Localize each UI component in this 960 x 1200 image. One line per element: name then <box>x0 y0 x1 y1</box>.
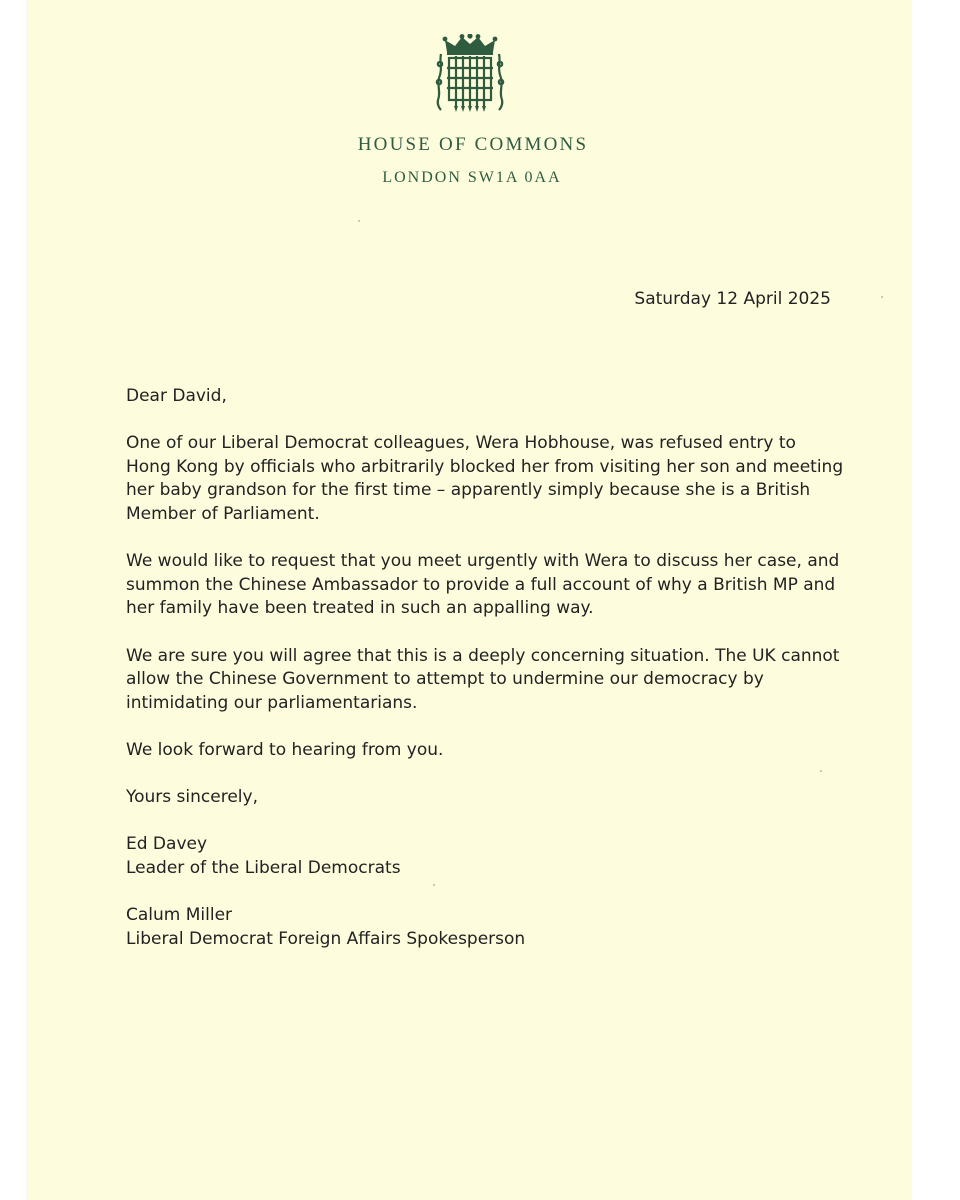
signatory-name: Calum Miller <box>126 905 233 926</box>
signatory-title: Liberal Democrat Foreign Affairs Spokesperson <box>126 928 526 949</box>
institution-name: HOUSE OF COMMONS <box>357 134 589 155</box>
closing: Yours sincerely, <box>126 787 258 808</box>
paragraph: One of our Liberal Democrat colleagues, Wera Hobhouse, was refused entry to Hong Kong by officials who arbitrarily blocked her from visiting her son and meeting her baby grandson for the first time – apparently simply because she is a British Member of Parliament. <box>126 433 844 524</box>
signatory-name: Ed Davey <box>126 834 208 855</box>
paragraph: We look forward to hearing from you. <box>126 739 444 760</box>
signatory <box>126 904 846 951</box>
letter-body <box>126 385 846 975</box>
letter-page <box>28 0 912 1200</box>
paragraph: We are sure you will agree that this is a deeply concerning situation. The UK cannot allow the Chinese Government to attempt to undermine our democracy by intimidating our parliamentarians. <box>126 645 840 713</box>
portcullis-icon <box>435 34 505 114</box>
background-margin <box>912 0 960 1200</box>
paragraph: We would like to request that you meet urgently with Wera to discuss her case, and summon the Chinese Ambassador to provide a full account of why a British MP and her family have been treated in such an appalling way. <box>126 551 840 619</box>
paper-speck <box>820 770 822 772</box>
salutation: Dear David, <box>126 386 227 406</box>
letterhead <box>28 34 912 187</box>
signatory <box>126 833 846 880</box>
paper-speck <box>433 884 435 886</box>
paper-speck <box>358 220 360 222</box>
institution-address: LONDON SW1A 0AA <box>382 169 562 186</box>
letter-date: Saturday 12 April 2025 <box>634 289 831 309</box>
signatory-title: Leader of the Liberal Democrats <box>126 857 401 878</box>
paper-speck <box>881 296 883 298</box>
